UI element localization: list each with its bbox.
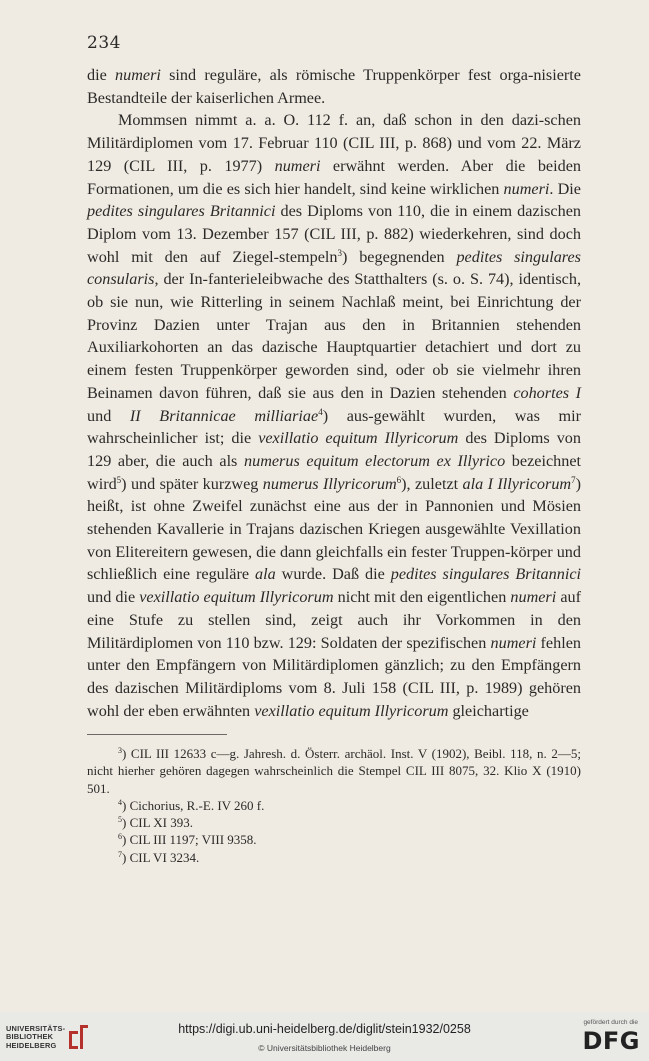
text-run: nicht mit den eigentlichen — [333, 588, 511, 607]
italic-text: pedites singulares consularis — [87, 247, 581, 289]
footnote — [87, 814, 581, 831]
italic-text: ala I Illyricorum — [462, 474, 572, 493]
italic-text: pedites singulares Britannici — [390, 565, 582, 584]
italic-text: numeri — [503, 179, 550, 198]
text-run: ) aus-gewählt wurden, was mir wahrscheinlicher ist; die — [87, 406, 582, 448]
italic-text: cohortes I — [513, 383, 581, 402]
dfg-logo: DFG — [582, 1027, 640, 1055]
text-run: des Diploms von 129 aber, die auch als — [87, 429, 581, 470]
footnotes — [87, 745, 581, 866]
text-run: und — [87, 406, 130, 425]
text-run: fehlen unter den Empfängern von Militärdiplomen gänzlich; zu den Empfängern des dazischen Militärdiploms vom 8. Juli 158 (CIL III, p. 1989) gehören wohl der eben erwähnten — [87, 633, 581, 720]
text-run: . Die — [549, 179, 581, 198]
footnote-mark: 6 — [118, 832, 122, 842]
paragraph — [87, 64, 581, 109]
italic-text: numerus equitum electorum ex Illyrico — [244, 451, 506, 470]
footnote-ref: 5 — [116, 474, 122, 485]
text-run: bezeichnet wird — [87, 451, 582, 493]
footnote — [87, 797, 581, 814]
italic-text: ala — [254, 565, 276, 584]
text-run: erwähnt werden. Aber die beiden Formationen, um die es sich hier handelt, sind keine wirklichen — [87, 156, 581, 198]
footnote-text: ) Cichorius, R.-E. IV 260 f. — [122, 797, 265, 813]
italic-text: numeri — [510, 588, 557, 607]
footnote — [87, 745, 581, 797]
paragraph — [87, 109, 581, 722]
footnote-text: ) CIL III 12633 c—g. Jahresh. d. Österr. archäol. Inst. V (1902), Beibl. 118, n. 2—5; nicht hierher gehören dagegen wahrscheinlich die Stempel CIL III 8075, 32. Klio X (1910) 501. — [87, 746, 581, 796]
italic-text: numeri — [115, 66, 161, 84]
text-run: sind reguläre, als römische Truppenkörper fest orga-nisierte Bestandteile der kaiserlichen Armee. — [87, 66, 581, 107]
text-run: ), zuletzt — [401, 474, 463, 493]
viewer-footer — [0, 1012, 649, 1061]
footnote-ref: 4 — [318, 406, 323, 417]
text-run: auf eine Stufe zu stellen sind, zeigt auch ihr Vorkommen in den Militärdiplomen von 110 bzw. 129: Soldaten der spezifischen — [87, 588, 581, 652]
text-run: wurde. Daß die — [275, 565, 391, 584]
text-run: , der In-fanterieleibwache des Statthalters (s. o. S. 74), identisch, ob sie nun, wie Ritterling in seinem Nachlaß meint, bei Einrichtung der Provinz Dazien unter Trajan aus den in Britannien stehenden Auxiliarkohorten an das dazische Hauptquartier detachiert und dort zu einem festen Truppenkörper geworden sind, oder ob sie vielmehr ihren Beinamen davon führen, daß sie aus den in Dazien stehenden — [87, 270, 581, 402]
footnote-ref: 7 — [571, 474, 576, 485]
footnote-mark: 4 — [118, 797, 122, 807]
italic-text: numerus Illyricorum — [262, 474, 397, 493]
text-run: ) und später kurzweg — [121, 474, 263, 493]
footnote-ref: 6 — [396, 474, 402, 485]
text-run: und die — [87, 588, 140, 607]
italic-text: vexillatio equitum Illyricorum — [254, 701, 449, 720]
footnote-rule — [87, 734, 227, 735]
text-run: gleichartige — [448, 701, 529, 720]
logo-line: HEIDELBERG — [6, 1040, 57, 1050]
italic-text: pedites singulares Britannici — [87, 202, 276, 221]
italic-text: numeri — [274, 156, 321, 175]
text-run: die — [87, 66, 116, 84]
footnote-mark: 5 — [118, 815, 122, 825]
footnote — [87, 849, 581, 866]
logo-line: UNIVERSITÄTS- — [6, 1024, 66, 1033]
footnote-text: ) CIL III 1197; VIII 9358. — [122, 832, 257, 848]
text-run: des Diploms von 110, die in einem dazischen Diplom vom 13. Dezember 157 (CIL III, p. 882) wiederkehren, sind doch wohl mit den auf Ziegel-stempeln — [87, 202, 581, 266]
footnote-mark: 7 — [118, 849, 122, 859]
italic-text: vexillatio equitum Illyricorum — [258, 429, 459, 448]
footnote-mark: 3 — [118, 746, 122, 755]
italic-text: vexillatio equitum Illyricorum — [139, 588, 334, 607]
footnote — [87, 831, 581, 848]
copyright-notice: © Universitätsbibliothek Heidelberg — [258, 1043, 391, 1053]
footnote-text: ) CIL XI 393. — [122, 815, 194, 831]
text-run: Mommsen nimmt a. a. O. 112 f. an, daß schon in den dazi-schen Militärdiplomen vom 17. Februar 110 (CIL III, p. 868) und vom 22. März 129 (CIL III, p. 1977) — [87, 111, 581, 175]
footnote-text: ) CIL VI 3234. — [122, 849, 200, 865]
page-number: 234 — [87, 33, 121, 53]
text-run: ) begegnenden — [342, 247, 457, 266]
citation-url — [0, 1022, 649, 1036]
body-text — [87, 64, 581, 722]
citation-link[interactable]: https://digi.ub.uni-heidelberg.de/diglit/stein1932/0258 — [178, 1022, 471, 1036]
italic-text: numeri — [490, 633, 537, 652]
logo-line: BIBLIOTHEK — [6, 1032, 54, 1042]
text-run: ) heißt, ist ohne Zweifel zunächst eine aus der in Pannonien und Mösien stehenden Kavallerie in Trajans dazischen Kriegen ausgewählte Vexillation von Elitereitern gewesen, die dann gleichfalls ein fester Truppen-körper und schließlich eine reguläre — [87, 474, 582, 584]
footnote-ref: 3 — [337, 247, 342, 258]
funding-note: gefördert durch die — [583, 1019, 638, 1026]
italic-text: II Britannicae milliariae — [129, 406, 319, 425]
